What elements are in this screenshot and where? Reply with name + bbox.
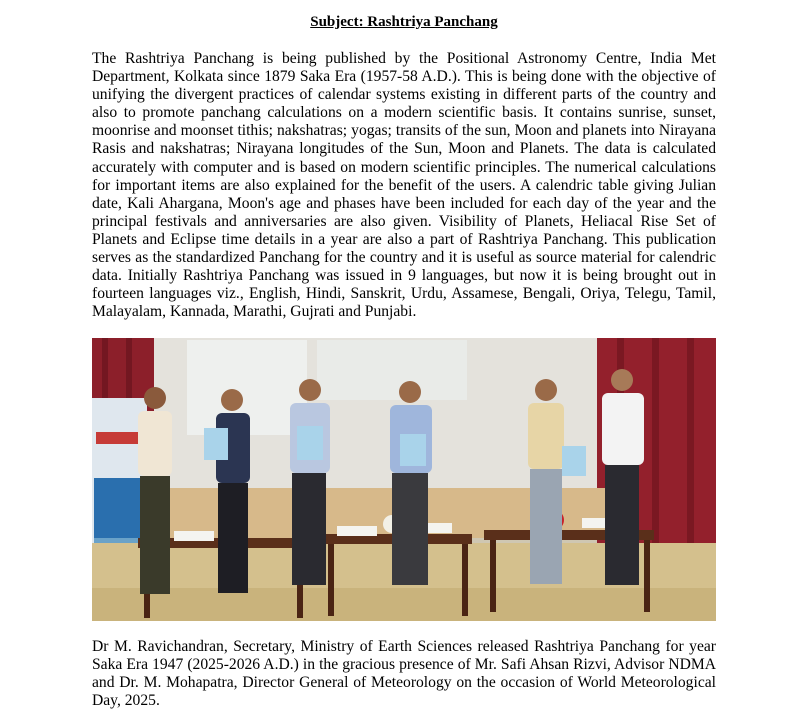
- event-photo: [92, 338, 716, 621]
- body-paragraph: The Rashtriya Panchang is being published by the Positional Astronomy Centre, India Met Department, Kolkata since 1879 Saka Era (1957-58 A.D.). This is being done with the objective of unifying the divergent practices of calendar systems existing in different parts of the country and also to promote panchang calculations on a modern scientific basis. It contains sunrise, sunset, moonrise and moonset tithis; nakshatras; yogas; transits of the sun, Moon and planets into Nirayana Rasis and nakshatras; Nirayana longitudes of the Sun, Moon and Planets. The data is calculated accurately with computer and is based on modern scientific principles. The numerical calculations for important items are also explained for the benefit of the users. A calendric table giving Julian date, Kali Ahargana, Moon's age and phases have been included for each day of the year and the principal festivals and anniversaries are also given. Visibility of Planets, Heliacal Rise Set of Planets and Eclipse time details in a year are also a part of Rashtriya Panchang. This publication serves as the standardized Panchang for the country and it is useful as source material for calendric data. Initially Rashtriya Panchang was issued in 9 languages, but now it is being brought out in fourteen languages viz., English, Hindi, Sanskrit, Urdu, Assamese, Bengali, Oriya, Telegu, Tamil, Malayalam, Kannada, Marathi, Gujrati and Punjabi.: [92, 50, 716, 321]
- photo-caption: Dr M. Ravichandran, Secretary, Ministry of Earth Sciences released Rashtriya Panchang for year Saka Era 1947 (2025-2026 A.D.) in the gracious presence of Mr. Safi Ahsan Rizvi, Advisor NDMA and Dr. M. Mohapatra, Director General of Meteorology on the occasion of World Meteorological Day, 2025.: [92, 638, 716, 710]
- subject-heading: Subject: Rashtriya Panchang: [310, 14, 498, 30]
